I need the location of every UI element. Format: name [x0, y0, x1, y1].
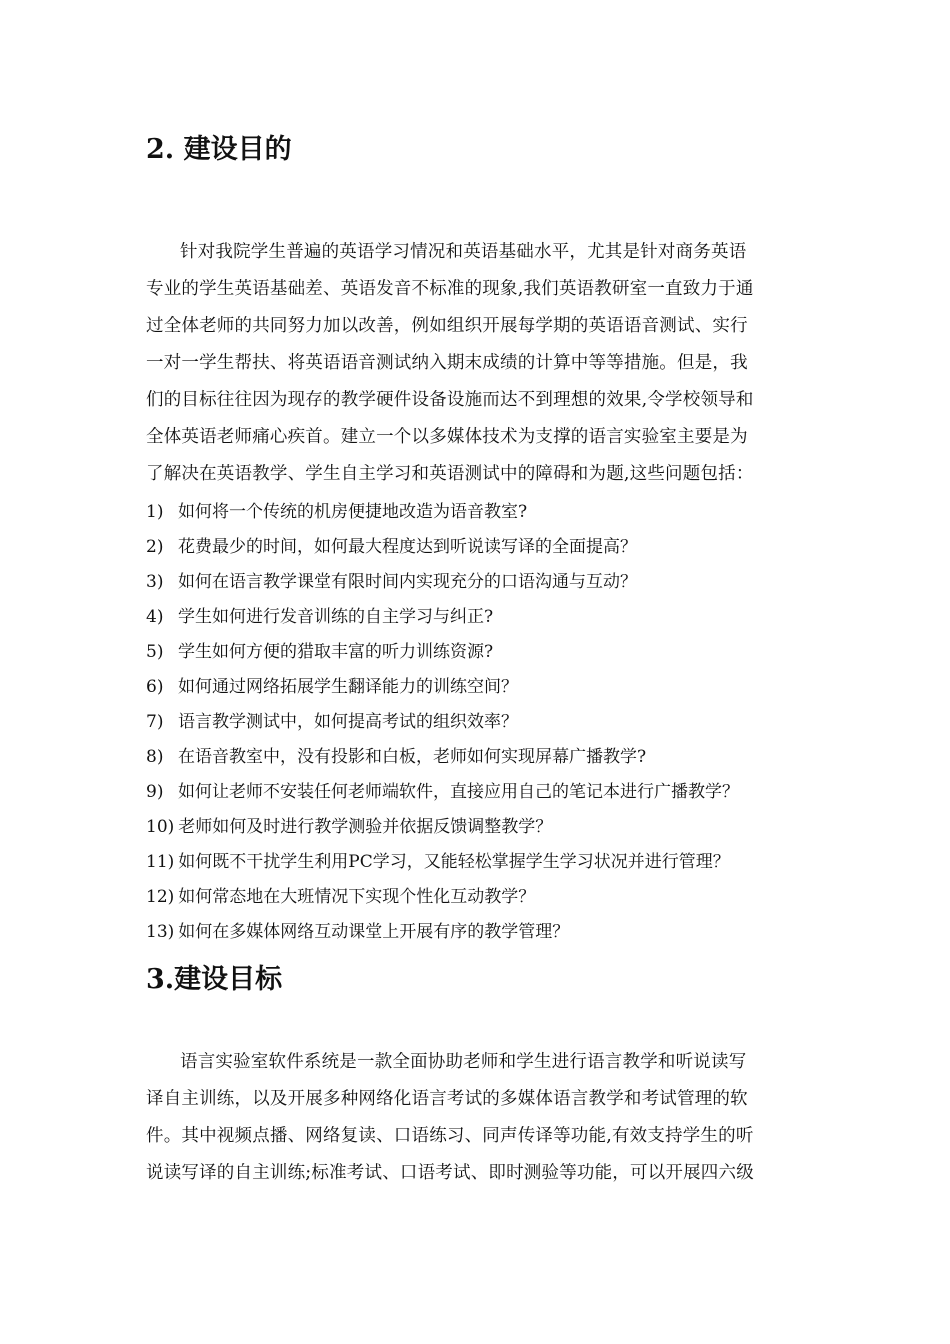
list-text: 如何通过网络拓展学生翻译能力的训练空间？ [178, 677, 518, 697]
list-item [146, 850, 816, 874]
paragraph-line: 针对我院学生普遍的英语学习情况和英语基础水平，尤其是针对商务英语 [180, 242, 747, 262]
paragraph-line: 译自主训练，以及开展多种网络化语言考试的多媒体语言教学和考试管理的软 [146, 1089, 748, 1109]
list-text: 如何常态地在大班情况下实现个性化互动教学？ [178, 887, 536, 907]
list-number: 6) [146, 677, 164, 697]
paragraph-line: 了解决在英语教学、学生自主学习和英语测试中的障碍和为题,这些问题包括： [146, 464, 754, 484]
list-text: 如何在语言教学课堂有限时间内实现充分的口语沟通与互动？ [178, 572, 637, 592]
list-item [146, 570, 816, 594]
list-item [146, 710, 816, 734]
list-text: 如何既不干扰学生利用PC学习，又能轻松掌握学生学习状况并进行管理？ [178, 852, 730, 872]
section-heading-goals: 3.建设目标 [146, 964, 283, 995]
paragraph-line: 一对一学生帮扶、将英语语音测试纳入期末成绩的计算中等等措施。但是，我 [146, 353, 748, 373]
list-number: 4) [146, 607, 164, 627]
list-text: 学生如何进行发音训练的自主学习与纠正? [178, 607, 494, 627]
list-item [146, 780, 816, 804]
list-number: 7) [146, 712, 164, 732]
paragraph-line: 们的目标往往因为现存的教学硬件设备设施而达不到理想的效果,令学校领导和 [146, 390, 754, 410]
list-number: 12) [146, 887, 175, 907]
paragraph-line: 件。其中视频点播、网络复读、口语练习、同声传译等功能,有效支持学生的听 [146, 1126, 754, 1146]
list-item [146, 920, 816, 944]
list-number: 2) [146, 537, 164, 557]
list-text: 语言教学测试中，如何提高考试的组织效率？ [178, 712, 518, 732]
paragraph-line: 专业的学生英语基础差、英语发音不标准的现象,我们英语教研室一直致力于通 [146, 279, 754, 299]
list-number: 9) [146, 782, 164, 802]
list-item [146, 535, 816, 559]
list-item [146, 675, 816, 699]
list-item [146, 745, 816, 769]
list-text: 花费最少的时间，如何最大程度达到听说读写译的全面提高？ [178, 537, 637, 557]
list-text: 如何在多媒体网络互动课堂上开展有序的教学管理？ [178, 922, 570, 942]
list-text: 学生如何方便的猎取丰富的听力训练资源? [178, 642, 494, 662]
list-number: 5) [146, 642, 164, 662]
list-item [146, 885, 816, 909]
list-item [146, 815, 816, 839]
list-number: 11) [146, 852, 175, 872]
list-text: 如何让老师不安装任何老师端软件，直接应用自己的笔记本进行广播教学？ [178, 782, 739, 802]
list-item [146, 500, 816, 524]
list-number: 8) [146, 747, 164, 767]
list-text: 在语音教室中，没有投影和白板，老师如何实现屏幕广播教学? [178, 747, 647, 767]
paragraph-line: 说读写译的自主训练;标准考试、口语考试、即时测验等功能，可以开展四六级 [146, 1163, 754, 1183]
list-item [146, 605, 816, 629]
paragraph-line: 全体英语老师痛心疾首。建立一个以多媒体技术为支撑的语言实验室主要是为 [146, 427, 748, 447]
paragraph-line: 语言实验室软件系统是一款全面协助老师和学生进行语言教学和听说读写 [180, 1052, 747, 1072]
list-number: 10) [146, 817, 175, 837]
list-text: 如何将一个传统的机房便捷地改造为语音教室? [178, 502, 528, 522]
section-heading-purpose: 2. 建设目的 [146, 134, 292, 165]
list-item [146, 640, 816, 664]
list-text: 老师如何及时进行教学测验并依据反馈调整教学？ [178, 817, 553, 837]
list-number: 3) [146, 572, 164, 592]
list-number: 1) [146, 502, 164, 522]
list-number: 13) [146, 922, 175, 942]
paragraph-line: 过全体老师的共同努力加以改善，例如组织开展每学期的英语语音测试、实行 [146, 316, 748, 336]
